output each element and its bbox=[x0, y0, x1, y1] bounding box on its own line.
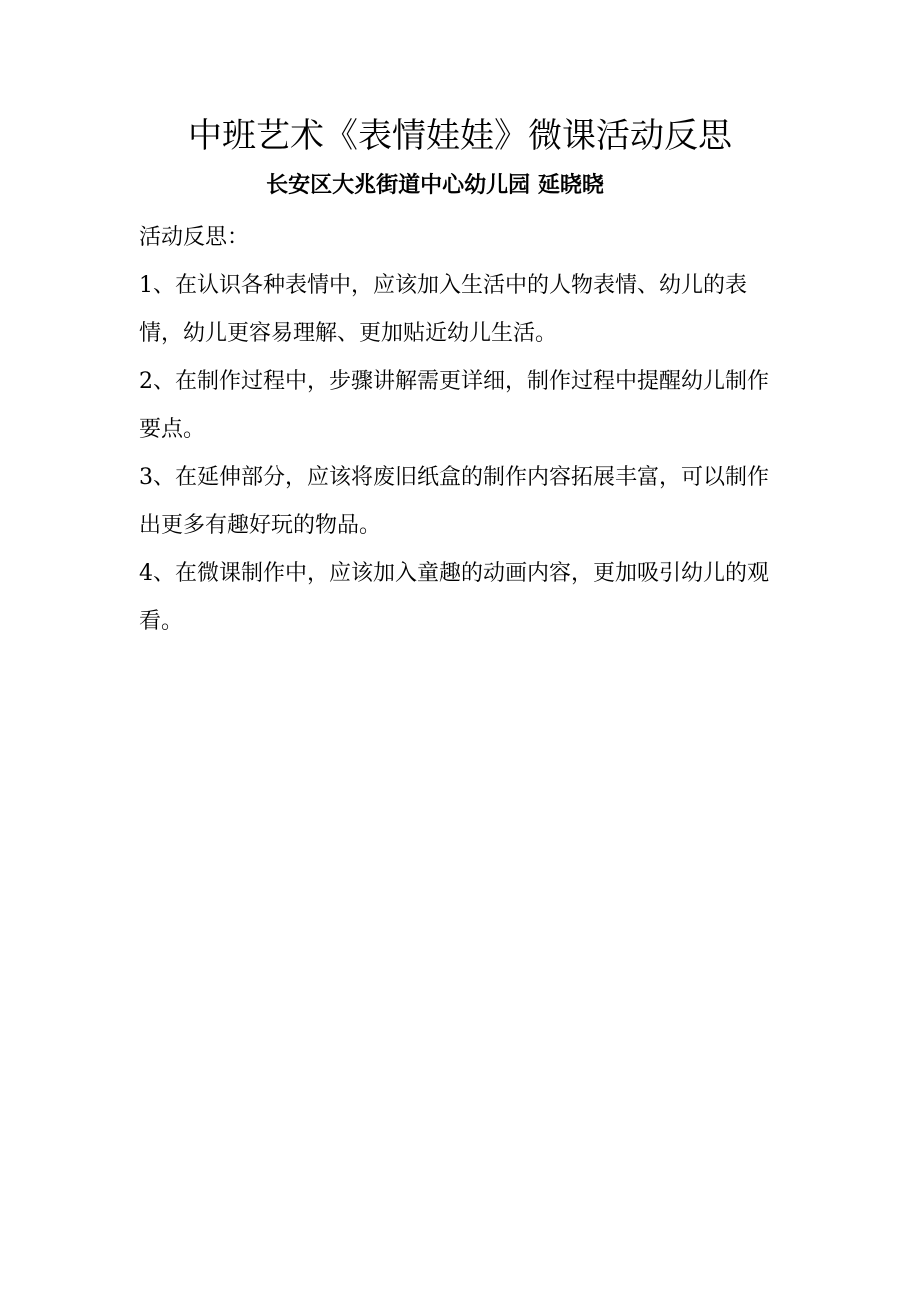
reflection-item-4: 4、在微课制作中，应该加入童趣的动画内容，更加吸引幼儿的观看。 bbox=[139, 561, 769, 634]
document-body bbox=[139, 214, 789, 646]
section-heading: 活动反思： bbox=[139, 225, 250, 250]
reflection-item-3: 3、在延伸部分，应该将废旧纸盒的制作内容拓展丰富，可以制作出更多有趣好玩的物品。 bbox=[139, 465, 769, 538]
reflection-item-2: 2、在制作过程中，步骤讲解需更详细，制作过程中提醒幼儿制作要点。 bbox=[139, 369, 769, 442]
reflection-item-1: 1、在认识各种表情中，应该加入生活中的人物表情、幼儿的表情，幼儿更容易理解、更加贴近幼儿生活。 bbox=[139, 273, 747, 346]
page-title: 中班艺术《表情娃娃》微课活动反思 bbox=[188, 116, 732, 156]
author-line: 长安区大兆街道中心幼儿园 延晓晓 bbox=[266, 172, 604, 198]
